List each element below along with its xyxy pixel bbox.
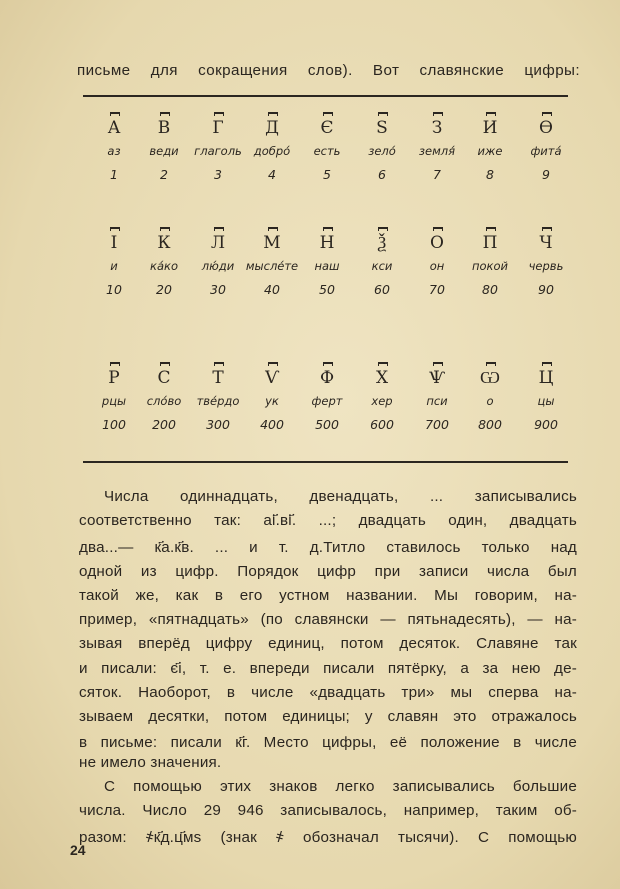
numeral-cell [188, 367, 248, 432]
numeral-glyph: Г [188, 117, 248, 139]
letter-name: о [486, 394, 494, 408]
numeral-value: 200 [152, 417, 176, 432]
letter-name: глаголь [194, 144, 242, 158]
letter-name: он [429, 259, 445, 273]
numeral-value: 6 [378, 167, 386, 182]
numeral-value: 600 [370, 417, 394, 432]
numeral-value: 60 [374, 282, 390, 297]
header-text: письме для сокращения слов). Вот славянские цифры: [77, 62, 580, 79]
numeral-cell [134, 367, 194, 432]
numeral-cell [407, 117, 467, 182]
numeral-glyph: Є [297, 117, 357, 139]
letter-name: кси [371, 259, 393, 273]
letter-name: аз [107, 144, 121, 158]
body-line: зывая вперёд цифру единиц, потом десяток. Славяне так [79, 635, 577, 652]
body-line: числа. Число 29 946 записывалось, например, таким об- [79, 802, 577, 819]
numeral-cell [407, 232, 467, 297]
numeral-glyph: Ѱ [407, 367, 467, 389]
numeral-glyph: Д [242, 117, 302, 139]
numeral-cell [460, 367, 520, 432]
numeral-cell [460, 117, 520, 182]
letter-name: хер [371, 394, 393, 408]
numeral-glyph: С [134, 367, 194, 389]
body-line: и писали: є҃і, т. е. впереди писали пятёрку, а за нею де- [79, 660, 577, 677]
numeral-glyph: М [242, 232, 302, 254]
numeral-cell [297, 232, 357, 297]
numeral-glyph: Т [188, 367, 248, 389]
body-line: С помощью этих знаков легко записывались большие [104, 778, 577, 795]
numeral-cell [352, 232, 412, 297]
body-line: одной из цифр. Порядок цифр при записи числа был [79, 563, 577, 580]
body-line: не имело значения. [79, 754, 222, 771]
numeral-value: 30 [210, 282, 226, 297]
slavic-numerals-table [83, 95, 568, 463]
numeral-value: 400 [260, 417, 284, 432]
numeral-value: 4 [268, 167, 276, 182]
body-line: пример, «пятнадцать» (по славянски — пятьнадесять), — на- [79, 611, 577, 628]
numeral-glyph: Ѡ [460, 367, 520, 389]
numeral-value: 1 [110, 167, 118, 182]
numeral-glyph: Ц [516, 367, 576, 389]
letter-name: веди [149, 144, 179, 158]
numeral-value: 3 [214, 167, 222, 182]
numeral-cell [134, 117, 194, 182]
letter-name: покой [471, 259, 508, 273]
numeral-glyph: Ѯ [352, 232, 412, 254]
numeral-value: 500 [315, 417, 339, 432]
numeral-cell [516, 117, 576, 182]
numeral-value: 700 [425, 417, 449, 432]
numeral-cell [297, 367, 357, 432]
numeral-value: 10 [106, 282, 122, 297]
letter-name: земля́ [418, 144, 456, 158]
numeral-glyph: И [460, 117, 520, 139]
numeral-value: 300 [206, 417, 230, 432]
numeral-glyph: Ѳ [516, 117, 576, 139]
letter-name: и [110, 259, 118, 273]
numeral-glyph: Н [297, 232, 357, 254]
numeral-cell [134, 232, 194, 297]
numeral-glyph: В [134, 117, 194, 139]
body-line: разом: ҂к҃д.ц҃мѕ (знак ҂ обозначал тысячи). С помощью [79, 829, 577, 846]
numeral-cell [460, 232, 520, 297]
letter-name: добро́ [253, 144, 291, 158]
body-line: в письме: писали к҃г. Место цифры, её положение в числе [79, 734, 577, 751]
page-number: 24 [70, 842, 86, 858]
numeral-value: 40 [264, 282, 280, 297]
numeral-glyph: З [407, 117, 467, 139]
numeral-glyph: Р [84, 367, 144, 389]
letter-name: ферт [311, 394, 343, 408]
numeral-cell [297, 117, 357, 182]
numeral-value: 20 [156, 282, 172, 297]
letter-name: ка́ко [150, 259, 178, 273]
letter-name: цы [537, 394, 555, 408]
letter-name: рцы [101, 394, 127, 408]
numeral-glyph: Ч [516, 232, 576, 254]
body-line: сяток. Наоборот, в числе «двадцать три» мы сперва на- [79, 684, 577, 701]
numeral-glyph: І [84, 232, 144, 254]
numeral-value: 2 [160, 167, 168, 182]
numeral-glyph: Ф [297, 367, 357, 389]
numeral-glyph: К [134, 232, 194, 254]
numeral-glyph: О [407, 232, 467, 254]
letter-name: фита́ [530, 144, 562, 158]
numeral-cell [516, 367, 576, 432]
numeral-glyph: Ѵ [242, 367, 302, 389]
numeral-cell [407, 367, 467, 432]
letter-name: лю́ди [201, 259, 235, 273]
numeral-glyph: П [460, 232, 520, 254]
numeral-value: 90 [538, 282, 554, 297]
numeral-glyph: Х [352, 367, 412, 389]
numeral-cell [352, 367, 412, 432]
numeral-cell [242, 117, 302, 182]
numeral-cell [242, 232, 302, 297]
letter-name: червь [528, 259, 564, 273]
body-line: соответственно так: аі҃.ві҃. ...; двадцать один, двадцать [79, 512, 577, 529]
numeral-cell [188, 232, 248, 297]
letter-name: наш [314, 259, 340, 273]
body-line: зываем десятки, потом единицы; у славян это отражалось [79, 708, 577, 725]
numeral-glyph: Ѕ [352, 117, 412, 139]
numeral-glyph: Л [188, 232, 248, 254]
numeral-value: 7 [433, 167, 441, 182]
letter-name: ук [265, 394, 279, 408]
numeral-glyph: А [84, 117, 144, 139]
letter-name: сло́во [146, 394, 182, 408]
body-line: два...— к҃а.к҃в. ... и т. д.Титло ставилось только над [79, 539, 577, 556]
numeral-value: 800 [478, 417, 502, 432]
letter-name: тве́рдо [196, 394, 240, 408]
letter-name: пси [426, 394, 448, 408]
letter-name: есть [313, 144, 341, 158]
body-line: Числа одиннадцать, двенадцать, ... записывались [104, 488, 577, 505]
body-line: такой же, как в его устном названии. Мы говорим, на- [79, 587, 577, 604]
numeral-cell [242, 367, 302, 432]
numeral-value: 900 [534, 417, 558, 432]
numeral-value: 9 [542, 167, 550, 182]
numeral-cell [516, 232, 576, 297]
numeral-value: 8 [486, 167, 494, 182]
numeral-value: 5 [323, 167, 331, 182]
numeral-value: 50 [319, 282, 335, 297]
letter-name: мысле́те [245, 259, 299, 273]
numeral-value: 70 [429, 282, 445, 297]
numeral-cell [188, 117, 248, 182]
letter-name: иже [477, 144, 503, 158]
numeral-cell [352, 117, 412, 182]
numeral-value: 80 [482, 282, 498, 297]
numeral-value: 100 [102, 417, 126, 432]
letter-name: зело́ [368, 144, 396, 158]
